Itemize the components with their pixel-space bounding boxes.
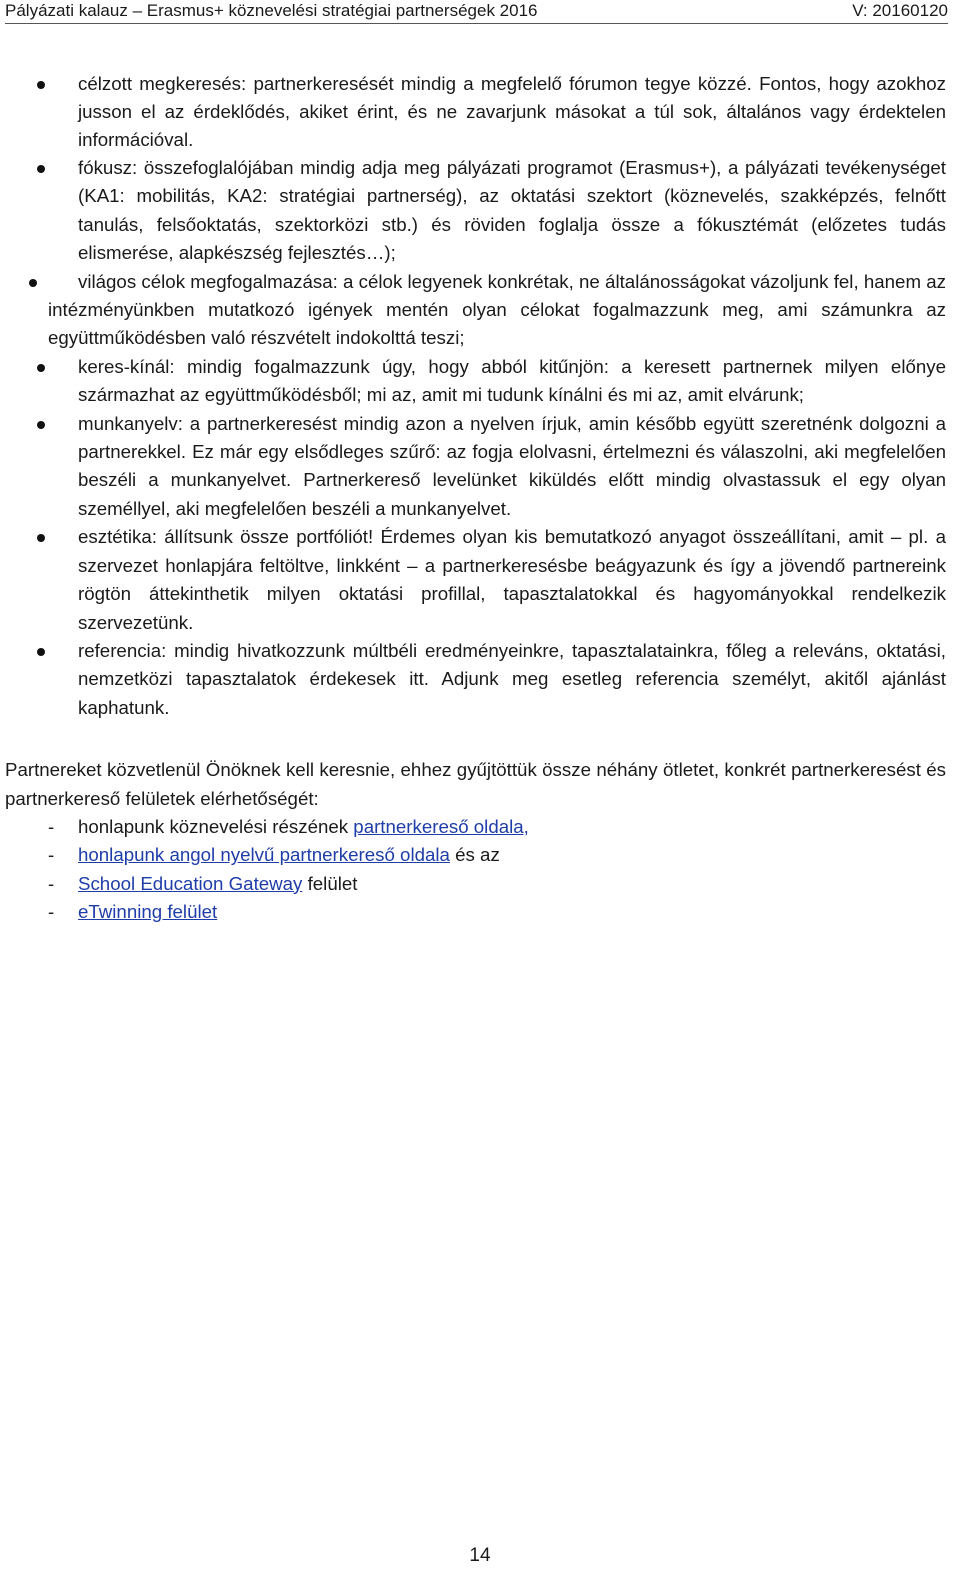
header-title: Pályázati kalauz – Erasmus+ köznevelési stratégiai partnerségek 2016 — [5, 1, 538, 20]
list-item-text: célzott megkeresés: partnerkeresését mindig a megfelelő fórumon tegye közzé. Fontos, hogy azokhoz jusson el az érdeklődés, akiket érint, és ne zavarjunk másokat a túl sok, általános vagy érdektelen információval. — [78, 73, 946, 150]
english-partner-search-link[interactable]: honlapunk angol nyelvű partnerkereső oldala — [78, 844, 450, 866]
tips-list — [5, 70, 946, 722]
link-list — [5, 813, 946, 927]
header-version: V: 20160120 — [852, 1, 948, 20]
bullet-icon — [37, 165, 45, 173]
list-item — [5, 523, 946, 637]
list-item — [5, 70, 946, 154]
document-body — [5, 70, 946, 927]
list-item-text: referencia: mindig hivatkozzunk múltbéli eredményeinkre, tapasztalatainkra, főleg a releváns, oktatási, nemzetközi tapasztalatok érdekesek itt. Adjunk meg esetleg referencia személyt, akitől ajánlást kaphatunk. — [78, 639, 946, 718]
list-item — [5, 898, 946, 926]
dash-mark: - — [48, 872, 55, 894]
bullet-icon — [37, 421, 45, 429]
list-item-text: munkanyelv: a partnerkeresést mindig azon a nyelven írjuk, amin később együtt szeretnénk dolgozni a partnerekkel. Ez már egy elsődleges szűrő: az fogja elolvasni, értelmezni és válaszolni, aki megfelelően beszéli a munkanyelvet. Partnerkereső levelünket kiküldés előtt mindig olvastassuk el egy olyan személlyel, aki megfelelően beszéli a munkanyelvet. — [78, 412, 946, 519]
link-suffix: felület — [302, 872, 358, 894]
bullet-icon — [37, 648, 45, 656]
link-suffix: és az — [449, 844, 500, 866]
list-item — [5, 841, 946, 869]
page-number: 14 — [469, 1545, 491, 1566]
list-item-text: fókusz: összefoglalójában mindig adja meg pályázati programot (Erasmus+), a pályázati tevékenységet (KA1: mobilitás, KA2: stratégiai partnerség), az oktatási szektort (köznevelés, szakképzés, felnőtt tanulás, felsőoktatás, szektorközi stb.) és röviden foglalja össze a fókusztémát (előzetes tudás elismerése, alapkészség fejlesztés…); — [78, 157, 946, 264]
intro-paragraph: Partnereket közvetlenül Önöknek kell keresnie, ehhez gyűjtöttük össze néhány ötletet, konkrét partnerkeresést és partnerkereső felületek elérhetőségét: — [5, 759, 946, 809]
bullet-icon — [29, 279, 37, 287]
etwinning-link[interactable]: eTwinning felület — [78, 901, 218, 923]
list-item — [5, 813, 946, 841]
list-item — [5, 870, 946, 898]
list-item — [5, 268, 946, 353]
dash-mark: - — [48, 815, 55, 837]
partner-search-link[interactable]: partnerkereső oldala, — [353, 815, 529, 837]
bullet-icon — [37, 81, 45, 89]
bullet-icon — [37, 364, 45, 372]
list-item — [5, 637, 946, 722]
dash-mark: - — [48, 901, 55, 923]
list-item-text: világos célok megfogalmazása: a célok legyenek konkrétak, ne általánosságokat vázoljunk fel, hanem az intézményünkben mutatkozó igények mentén olyan célokat fogalmazzunk meg, ami számunkra az együttműködésben való részvételt indokolttá teszi; — [48, 270, 946, 349]
list-item-text: esztétika: állítsunk össze portfóliót! Érdemes olyan kis bemutatkozó anyagot összeállítani, amit – pl. a szervezet honlapjára feltöltve, linkként – a partnerkeresésbe beágyazunk és így a jövendő partnereink rögtön áttekinthetik milyen oktatási profillal, tapasztalatokkal és hagyományokkal rendelkezik szervezetünk. — [78, 526, 946, 633]
list-item — [5, 410, 946, 524]
link-prefix: honlapunk köznevelési részének — [78, 815, 354, 837]
list-item — [5, 154, 946, 268]
list-item-text: keres-kínál: mindig fogalmazzunk úgy, hogy abból kitűnjön: a keresett partnernek milyen előnye származhat az együttműködésből; mi az, amit mi tudunk kínálni és mi az, amit elvárunk; — [78, 355, 946, 406]
page-header — [5, 0, 948, 24]
list-item — [5, 353, 946, 410]
school-education-gateway-link[interactable]: School Education Gateway — [78, 872, 303, 894]
bullet-icon — [37, 534, 45, 542]
dash-mark: - — [48, 844, 55, 866]
